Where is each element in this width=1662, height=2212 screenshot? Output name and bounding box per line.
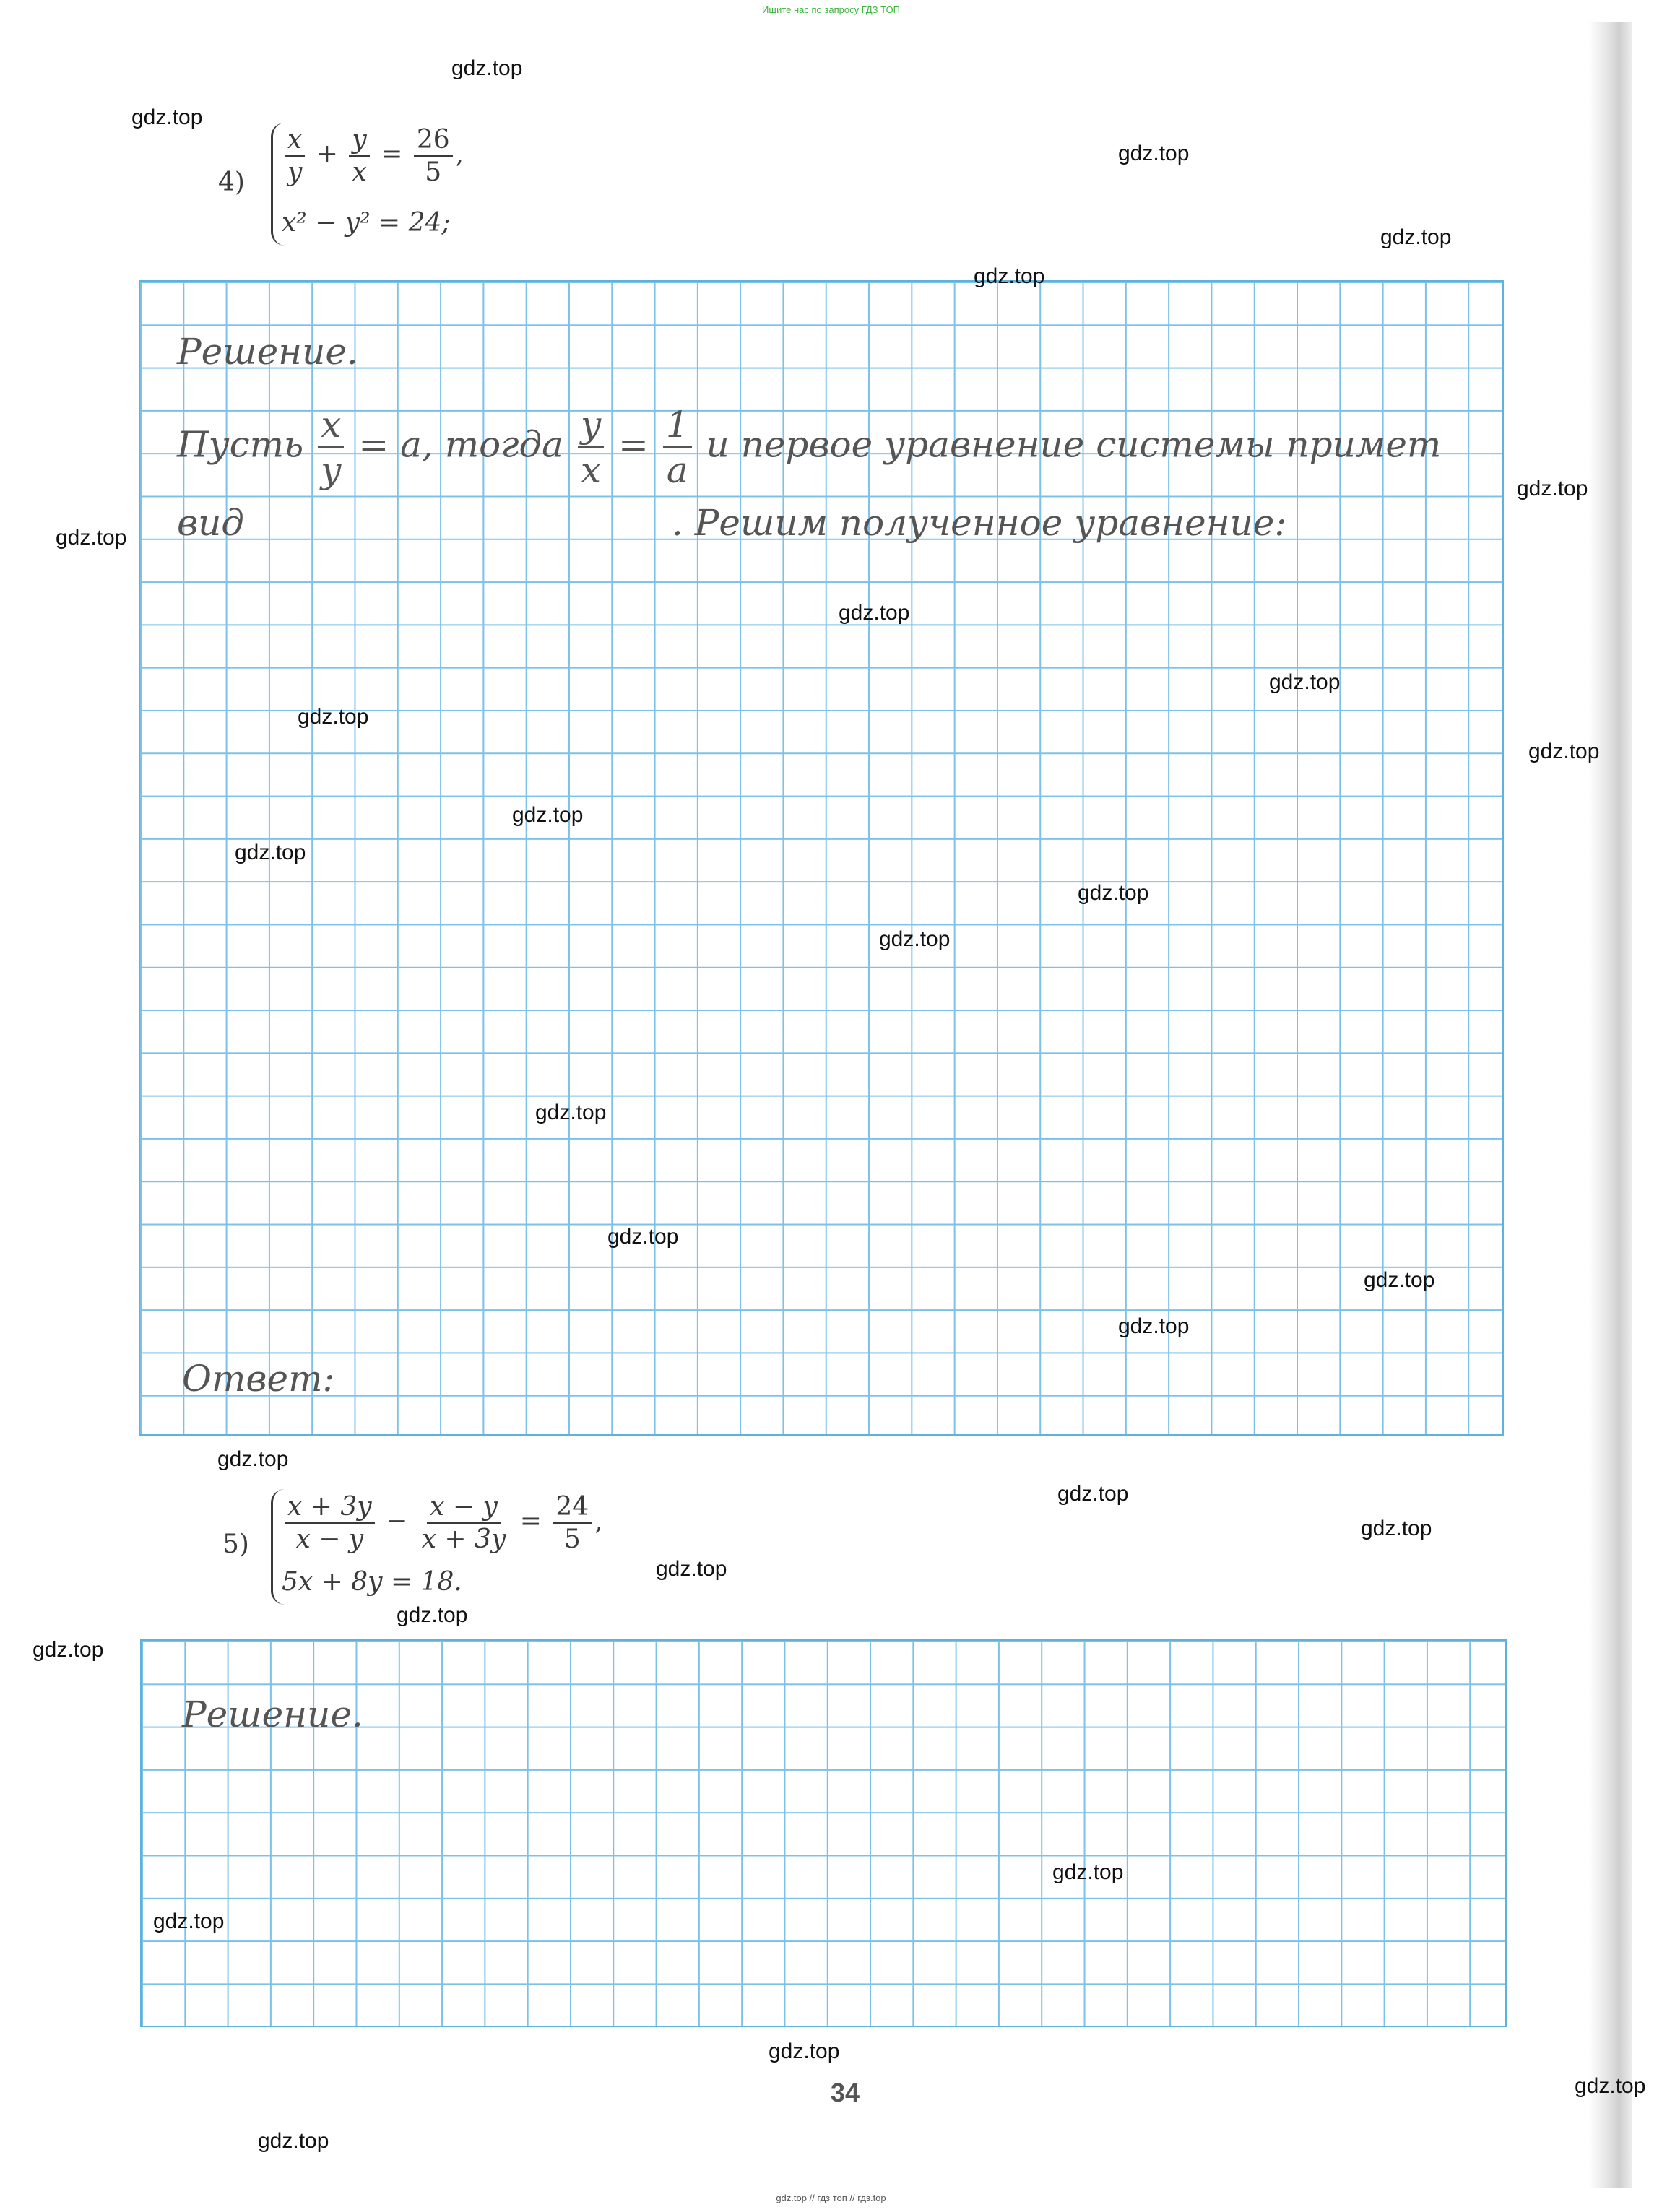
watermark: gdz.top: [535, 1101, 607, 1124]
task-4-equation-2: x² − y² = 24;: [282, 208, 451, 238]
watermark: gdz.top: [1269, 670, 1341, 694]
watermark: gdz.top: [298, 705, 369, 729]
task-4-equation-1: $\frac{x}{y}$ + $\frac{y}{x}$ = $\frac{26}{5}$ ,: [282, 124, 464, 188]
watermark: gdz.top: [1517, 477, 1588, 500]
task-5-equation-1: $\frac{x + 3y}{x - y}$ − $\frac{x - y}{x + 3y}$ = $\frac{24}{5}$ ,: [282, 1491, 603, 1555]
watermark: gdz.top: [1364, 1268, 1435, 1292]
watermark: gdz.top: [1052, 1860, 1124, 1884]
solution-4-answer: Ответ:: [182, 1358, 335, 1400]
watermark: gdz.top: [1078, 881, 1149, 905]
watermark: gdz.top: [974, 264, 1045, 288]
task-4-number: 4): [218, 168, 245, 197]
watermark: gdz.top: [153, 1909, 225, 1933]
watermark: gdz.top: [879, 927, 951, 951]
watermark: gdz.top: [607, 1225, 679, 1249]
page-number: 34: [831, 2078, 860, 2107]
watermark: gdz.top: [235, 841, 306, 864]
solution-4-line-2-start: вид: [177, 502, 244, 544]
watermark: gdz.top: [33, 1638, 104, 1662]
watermark: gdz.top: [131, 105, 203, 129]
solution-5-heading: Решение.: [182, 1693, 363, 1735]
watermark: gdz.top: [656, 1557, 727, 1581]
solution-4-line-2-end: . Решим полученное уравнение:: [672, 502, 1287, 544]
page-edge-shadow: [1589, 22, 1632, 2188]
watermark: gdz.top: [512, 803, 584, 827]
watermark: gdz.top: [1057, 1482, 1129, 1506]
task-5-equation-2: 5x + 8y = 18.: [282, 1567, 462, 1597]
watermark: gdz.top: [769, 2039, 840, 2063]
solution-4-line-1: Пусть $\frac{x}{y}$ = a, тогда $\frac{y}{x}$ = $\frac{1}{a}$ и первое уравнение системы примет: [177, 404, 1442, 491]
watermark: gdz.top: [1575, 2074, 1646, 2098]
watermark: gdz.top: [258, 2129, 329, 2153]
watermark: gdz.top: [217, 1447, 289, 1471]
watermark: gdz.top: [839, 601, 910, 625]
watermark: gdz.top: [1118, 1314, 1190, 1338]
watermark: gdz.top: [1528, 739, 1600, 763]
watermark: gdz.top: [56, 526, 127, 550]
bottom-banner: gdz.top // гдз топ // гдз.top: [776, 2193, 886, 2203]
watermark: gdz.top: [1380, 225, 1452, 249]
task-5-number: 5): [222, 1530, 249, 1559]
solution-4-heading: Решение.: [177, 331, 358, 373]
watermark: gdz.top: [451, 56, 523, 80]
top-banner: Ищите нас по запросу ГДЗ ТОП: [762, 4, 900, 15]
watermark: gdz.top: [1361, 1517, 1432, 1540]
watermark: gdz.top: [1118, 142, 1190, 165]
watermark: gdz.top: [397, 1603, 468, 1627]
